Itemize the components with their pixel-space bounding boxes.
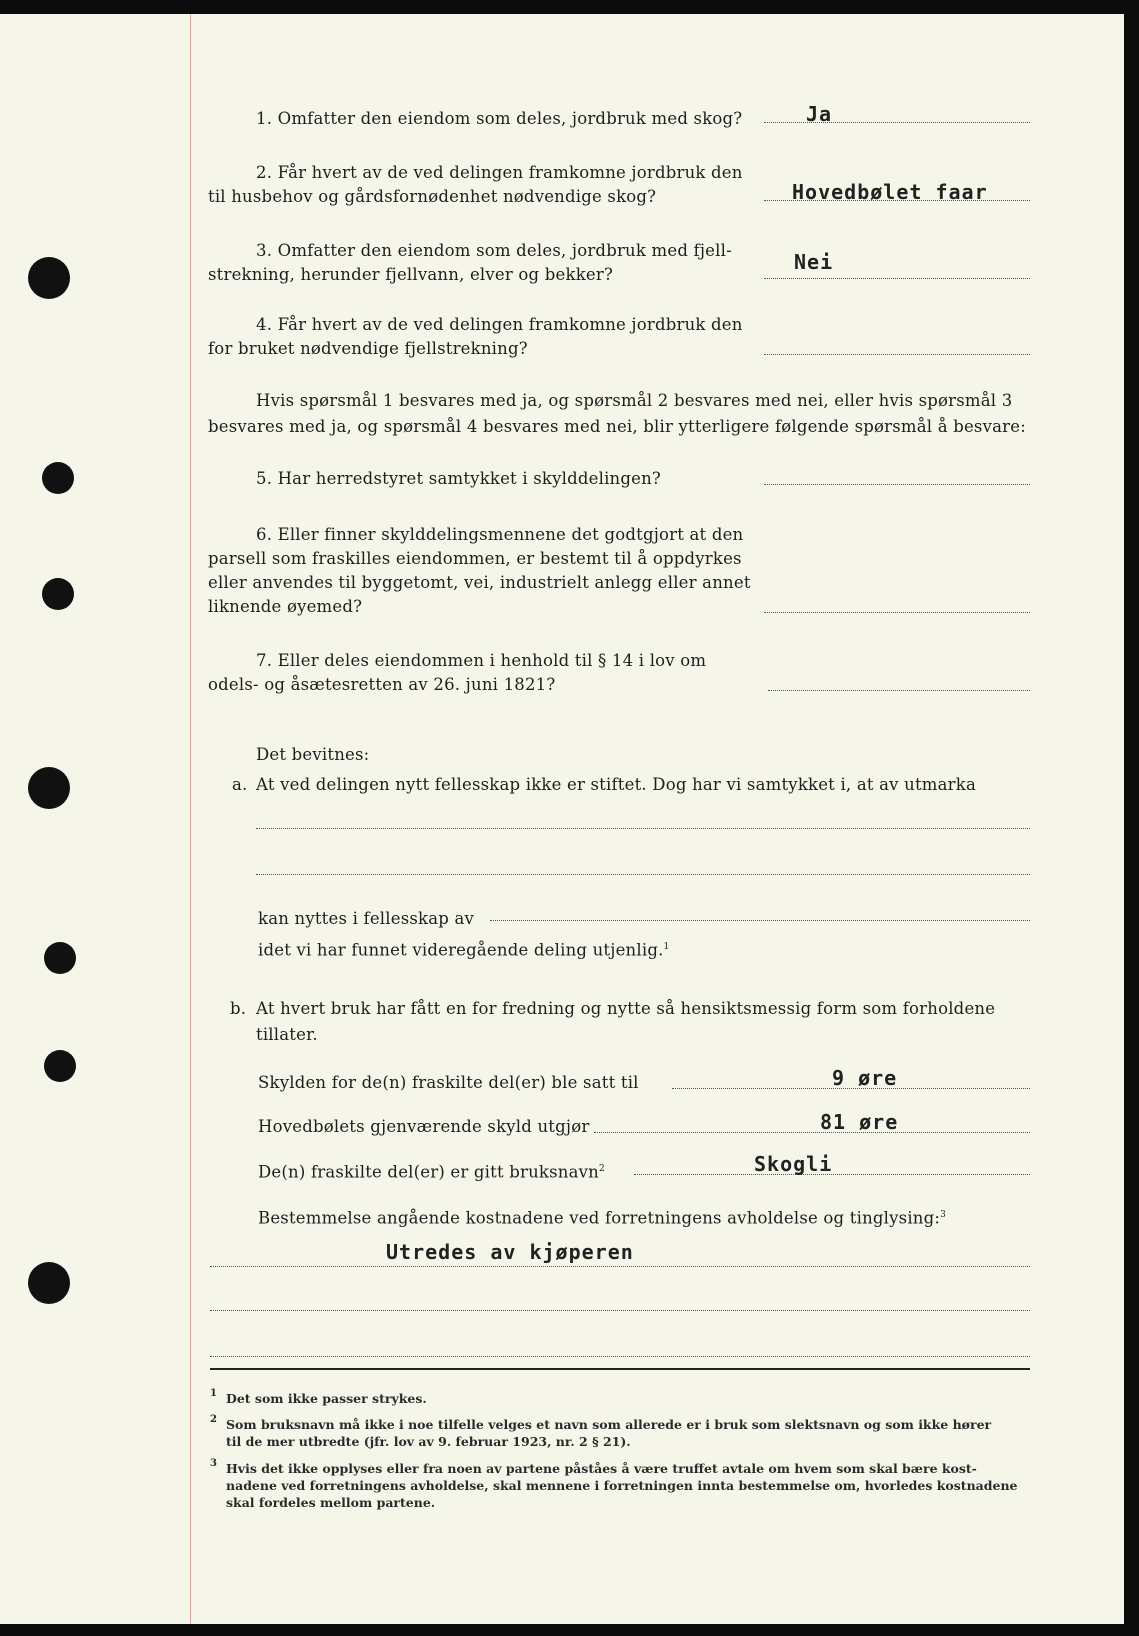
cost-label [258,1202,946,1232]
skyld-label: Skylden for de(n) fraskilte del(er) ble satt til [258,1073,639,1092]
footnote-2-line-2: til de mer utbredte (jfr. lov av 9. februar 1923, nr. 2 § 21). [226,1434,631,1449]
remaining-line [594,1132,1030,1133]
cost-line [210,1266,1030,1267]
question-5: 5. Har herredstyret samtykket i skylddelingen? [256,469,661,488]
question-6-line-4: liknende øyemed? [208,597,363,616]
question-2-line-1: 2. Får hvert av de ved delingen framkomne jordbruk den [256,163,743,182]
condition-line-1: Hvis spørsmål 1 besvares med ja, og spørsmål 2 besvares med nei, eller hvis spørsmål 3 [256,391,1013,410]
cost-label-text: Bestemmelse angående kostnadene ved forretningens avholdelse og tinglysing: [258,1208,941,1228]
answer-line-7 [768,690,1030,691]
blank-line [256,874,1030,875]
question-1: 1. Omfatter den eiendom som deles, jordbruk med skog? [256,109,743,128]
answer-line-1 [764,122,1030,123]
cost-line [210,1356,1030,1357]
margin-line [190,14,191,1624]
answer-1: Ja [806,102,833,126]
condition-line-2: besvares med ja, og spørsmål 4 besvares med nei, blir ytterligere følgende spørsmål å besvare: [208,417,1026,436]
question-3-line-2: strekning, herunder fjellvann, elver og bekker? [208,265,613,284]
attest-a-shared: kan nyttes i fellesskap av [258,909,475,928]
footnote-2-line-1: Som bruksnavn må ikke i noe tilfelle velges et navn som allerede er i bruk som slektsnavn og som ikke hører [226,1417,992,1432]
footnote-3-line-3: skal fordeles mellom partene. [226,1495,436,1510]
punch-hole [42,578,74,610]
attest-a-further [258,934,669,964]
form-page [0,14,1124,1624]
answer-3: Nei [794,250,834,274]
cost-line [210,1310,1030,1311]
name-value: Skogli [754,1152,833,1176]
cost-value: Utredes av kjøperen [386,1240,634,1264]
remaining-label: Hovedbølets gjenværende skyld utgjør [258,1117,590,1136]
question-6-line-3: eller anvendes til byggetomt, vei, industrielt anlegg eller annet [208,573,751,592]
punch-hole [28,1262,70,1304]
punch-hole [44,942,76,974]
answer-2: Hovedbølet faar [792,180,988,204]
punch-hole [42,462,74,494]
answer-line-6 [764,612,1030,613]
blank-line [490,920,1030,921]
punch-hole [28,257,70,299]
answer-line-3 [764,278,1030,279]
blank-line [256,828,1030,829]
footnote-ref: 3 [940,1210,947,1220]
remaining-value: 81 øre [820,1110,899,1134]
question-6-line-1: 6. Eller finner skylddelingsmennene det godtgjort at den [256,525,744,544]
answer-line-4 [764,354,1030,355]
answer-line-5 [764,484,1030,485]
question-4-line-2: for bruket nødvendige fjellstrekning? [208,339,528,358]
skyld-value: 9 øre [832,1066,898,1090]
punch-hole [28,767,70,809]
question-7-line-1: 7. Eller deles eiendommen i henhold til § 14 i lov om [256,651,707,670]
attest-heading: Det bevitnes: [256,745,370,764]
footnote-1-number: 1 [210,1388,217,1399]
footnote-3-line-1: Hvis det ikke opplyses eller fra noen av partene påståes å være truffet avtale om hvem som skal bære kost- [226,1461,977,1476]
footnote-2-number: 2 [210,1414,217,1425]
footnote-3-line-2: nadene ved forretningens avholdelse, skal mennene i forretningen innta bestemmelse om, hvorledes kostnadene [226,1478,1018,1493]
name-label-text: De(n) fraskilte del(er) er gitt bruksnavn [258,1162,600,1182]
footnote-ref: 1 [663,942,670,952]
footnote-rule [210,1368,1030,1370]
question-7-line-2: odels- og åsætesretten av 26. juni 1821? [208,675,556,694]
footnote-3-number: 3 [210,1458,217,1469]
attest-b-line-2: tillater. [256,1025,318,1044]
name-label [258,1156,605,1186]
attest-b-label: b. [230,999,247,1018]
attest-a-label: a. [232,775,248,794]
footnote-ref: 2 [599,1164,605,1174]
question-4-line-1: 4. Får hvert av de ved delingen framkomne jordbruk den [256,315,743,334]
question-3-line-1: 3. Omfatter den eiendom som deles, jordbruk med fjell- [256,241,732,260]
punch-hole [44,1050,76,1082]
attest-a-text: At ved delingen nytt fellesskap ikke er stiftet. Dog har vi samtykket i, at av utmarka [256,775,976,794]
question-2-line-2: til husbehov og gårdsfornødenhet nødvendige skog? [208,187,657,206]
attest-b-line-1: At hvert bruk har fått en for fredning og nytte så hensiktsmessig form som forholdene [256,999,996,1018]
footnote-1: Det som ikke passer strykes. [226,1391,427,1406]
attest-a-further-text: idet vi har funnet videregående deling utjenlig. [258,940,664,960]
question-6-line-2: parsell som fraskilles eiendommen, er bestemt til å oppdyrkes [208,549,742,568]
